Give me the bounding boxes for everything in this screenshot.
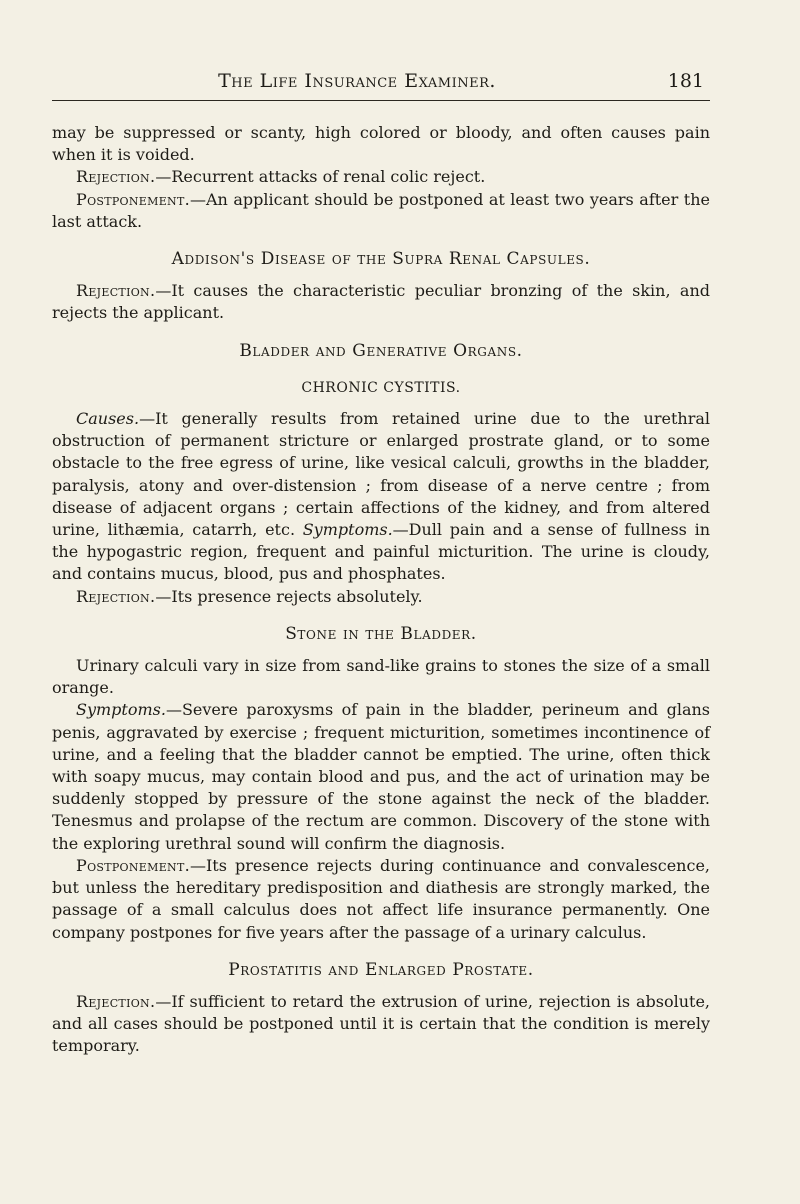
paragraph-rejection-addison bbox=[52, 280, 710, 324]
rejection-label: Rejection. bbox=[76, 167, 156, 187]
running-title: The Life Insurance Examiner. bbox=[218, 70, 496, 92]
rejection-text: —It causes the characteristic peculiar bronzing of the skin, and rejects the applicant. bbox=[52, 281, 710, 323]
rejection-text: —Recurrent attacks of renal colic reject. bbox=[155, 167, 486, 187]
paragraph-continuation: may be suppressed or scanty, high colored or bloody, and often causes pain when it is voided. bbox=[52, 123, 710, 165]
subheading-chronic-cystitis: CHRONIC CYSTITIS. bbox=[301, 379, 461, 396]
heading-prostatitis: Prostatitis and Enlarged Prostate. bbox=[228, 959, 534, 980]
causes-text: —It generally results from retained urine due to the urethral obstruction of permanent stricture or enlarged prostrate gland, or to some obstacle to the free egress of urine, like vesical calculi, growths in the bladder, paralysis, atony and over-distension ; from disease of a nerve centre ; from disease of adjacent organs ; certain affections of the kidney, and from altered urine, lithæmia, catarrh, etc. bbox=[52, 409, 710, 540]
body-text bbox=[52, 122, 710, 1058]
heading-bladder-generative-organs: Bladder and Generative Organs. bbox=[239, 340, 523, 361]
symptoms-label: Symptoms. bbox=[302, 520, 393, 540]
paragraph-rejection-renal-colic bbox=[52, 166, 710, 188]
symptoms-label: Symptoms. bbox=[76, 700, 166, 720]
heading-stone-in-bladder: Stone in the Bladder. bbox=[285, 623, 477, 644]
rejection-label: Rejection. bbox=[76, 991, 156, 1011]
symptoms-text: —Severe paroxysms of pain in the bladder, perineum and glans penis, aggravated by exercise ; frequent micturition, sometimes incontinence of urine, and a feeling that the bladder cannot be emptied. The urine, often thick with soapy mucus, may contain blood and pus, and the act of urination may be suddenly stopped by pressure of the stone against the neck of the bladder. Tenesmus and prolapse of the rectum are common. Discovery of the stone with the exploring urethral sound will confirm the diagnosis. bbox=[52, 700, 710, 853]
postponement-text: —An applicant should be postponed at least two years after the last attack. bbox=[52, 189, 710, 231]
header-rule bbox=[52, 100, 710, 101]
paragraph-cystitis-causes bbox=[52, 408, 710, 586]
paragraph-postponement-renal-colic bbox=[52, 189, 710, 233]
paragraph-urinary-calculi: Urinary calculi vary in size from sand-like grains to stones the size of a small orange. bbox=[52, 656, 710, 698]
postponement-text: —Its presence rejects during continuance and convalescence, but unless the hereditary predisposition and diathesis are strongly marked, the passage of a small calculus does not affect life insurance permanently. One company postpones for five years after the passage of a urinary calculus. bbox=[52, 855, 710, 942]
heading-addisons-disease: Addison's Disease of the Supra Renal Capsules. bbox=[171, 249, 591, 270]
symptoms-text: —Dull pain and a sense of fullness in the hypogastric region, frequent and painful micturition. The urine is cloudy, and contains mucus, blood, pus and phosphates. bbox=[52, 520, 711, 584]
causes-label: Causes. bbox=[76, 409, 140, 429]
postponement-label: Postponement. bbox=[76, 855, 190, 875]
running-head bbox=[52, 70, 710, 98]
postponement-label: Postponement. bbox=[76, 189, 190, 209]
rejection-label: Rejection. bbox=[76, 586, 156, 606]
paragraph-rejection-cystitis bbox=[52, 586, 710, 608]
rejection-label: Rejection. bbox=[76, 281, 156, 301]
rejection-text: —Its presence rejects absolutely. bbox=[155, 586, 423, 606]
paragraph-postponement-stone bbox=[52, 855, 710, 944]
paragraph-rejection-prostate bbox=[52, 991, 710, 1058]
page-number: 181 bbox=[667, 70, 704, 92]
rejection-text: —If sufficient to retard the extrusion of urine, rejection is absolute, and all cases should be postponed until it is certain that the condition is merely temporary. bbox=[52, 991, 710, 1056]
paragraph-stone-symptoms bbox=[52, 699, 710, 854]
